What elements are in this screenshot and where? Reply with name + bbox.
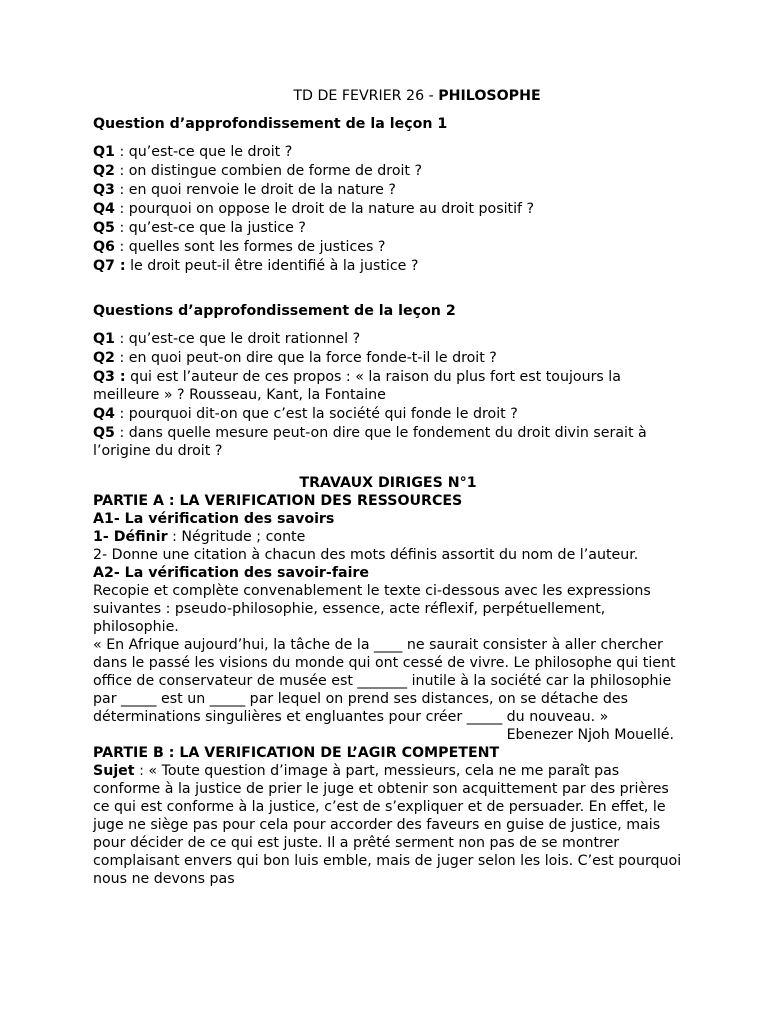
lesson1-questions [93, 143, 683, 275]
lesson2-heading: Questions d’approfondissement de la leçon 2 [93, 303, 456, 319]
lesson2-questions [93, 330, 683, 460]
question-item: Q1 : qu’est-ce que le droit ? [93, 144, 293, 160]
td-title: TRAVAUX DIRIGES N°1 [299, 475, 477, 491]
question-item: Q1 : qu’est-ce que le droit rationnel ? [93, 331, 361, 347]
document-body [93, 87, 683, 888]
question-item: Q7 : le droit peut-il être identifié à la justice ? [93, 258, 419, 274]
question-item: Q3 : en quoi renvoie le droit de la nature ? [93, 182, 396, 198]
question-item: Q2 : en quoi peut-on dire que la force fonde-t-il le droit ? [93, 350, 497, 366]
question-item: Q6 : quelles sont les formes de justices ? [93, 239, 386, 255]
part-b-heading: PARTIE B : LA VERIFICATION DE L’AGIR COMPETENT [93, 745, 500, 761]
sujet-text: Sujet : « Toute question d’image à part, messieurs, cela ne me paraît pas conforme à la justice de prier le juge et obtenir son acquittement par des prières ce qui est conforme à la justice, c’est de s’expliquer et de persuader. En effet, le juge ne siège pas pour cela pour accorder des faveurs en guise de justice, mais pour décider de ce qui est juste. Il a prêté serment non pas de se montrer complaisant envers qui bon luis emble, mais de juger selon les lois. C’est pourquoi nous ne devons pas [93, 763, 682, 887]
question-item: Q4 : pourquoi dit-on que c’est la société qui fonde le droit ? [93, 406, 518, 422]
document-title: TD DE FEVRIER 26 - PHILOSOPHE [293, 88, 541, 104]
a1-heading: A1- La vérification des savoirs [93, 511, 335, 527]
a1-item-1: 1- Définir : Négritude ; conte [93, 529, 306, 545]
question-item: Q2 : on distingue combien de forme de droit ? [93, 163, 423, 179]
a2-heading: A2- La vérification des savoir-faire [93, 565, 370, 581]
a2-quote: « En Afrique aujourd’hui, la tâche de la ____ ne saurait consister à aller chercher dans le passé les visions du monde qui ont cessé de vivre. Le philosophe qui tient office de conservateur de musée est _______ inutile à la société car la philosophie par _____ est un _____ par lequel on prend ses distances, on se détache des déterminations singulières et engluantes pour créer _____ du nouveau. » [93, 637, 676, 725]
question-item: Q5 : qu’est-ce que la justice ? [93, 220, 306, 236]
lesson1-heading: Question d’approfondissement de la leçon 1 [93, 116, 448, 132]
part-a-heading: PARTIE A : LA VERIFICATION DES RESSOURCES [93, 493, 463, 509]
question-item: Q5 : dans quelle mesure peut-on dire que le fondement du droit divin serait à l’origine du droit ? [93, 425, 647, 459]
a2-author: Ebenezer Njoh Mouellé. [506, 727, 674, 743]
a2-instruction: Recopie et complète convenablement le texte ci-dessous avec les expressions suivantes : pseudo-philosophie, essence, acte réflexif, perpétuellement, philosophie. [93, 583, 651, 635]
question-item: Q3 : qui est l’auteur de ces propos : « la raison du plus fort est toujours la meilleure » ? Rousseau, Kant, la Fontaine [93, 369, 621, 403]
a1-item-2: 2- Donne une citation à chacun des mots définis assortit du nom de l’auteur. [93, 547, 639, 563]
question-item: Q4 : pourquoi on oppose le droit de la nature au droit positif ? [93, 201, 535, 217]
